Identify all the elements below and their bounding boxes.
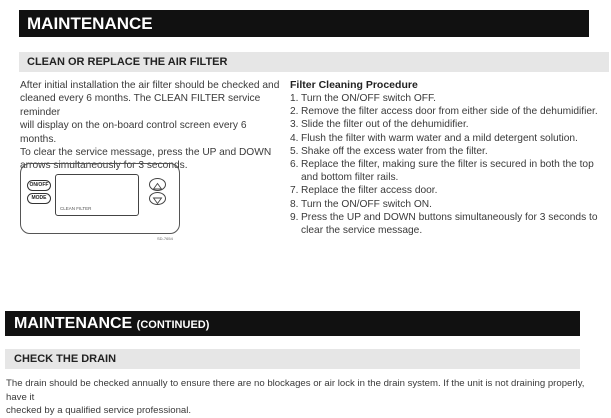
step-text: Slide the filter out of the dehumidifier.	[301, 119, 469, 131]
step-number: 8.	[290, 198, 299, 210]
step-number: 3.	[290, 119, 299, 131]
up-arrow-icon	[149, 178, 166, 191]
intro-line: After initial installation the air filter should be checked and	[20, 80, 280, 91]
intro-line: cleaned every 6 months. The CLEAN FILTER service reminder	[20, 93, 261, 118]
down-arrow-icon	[149, 192, 166, 205]
step-text: Replace the filter, making sure the filter is secured in both the top and bottom filter rails.	[301, 159, 594, 184]
list-item	[290, 145, 600, 158]
procedure-heading: Filter Cleaning Procedure	[290, 79, 418, 91]
list-item	[290, 198, 600, 211]
step-number: 5.	[290, 145, 299, 157]
list-item	[290, 118, 600, 131]
procedure-steps	[290, 92, 600, 237]
list-item	[290, 132, 600, 145]
step-text: Press the UP and DOWN buttons simultaneously for 3 seconds to clear the service message.	[301, 211, 598, 237]
step-number: 7.	[290, 185, 299, 197]
figure-id: SD-7654	[157, 236, 173, 241]
subheading-check-drain: CHECK THE DRAIN	[5, 349, 580, 369]
step-text: Replace the filter access door.	[301, 185, 438, 197]
onoff-button: ON/OFF	[27, 180, 51, 191]
intro-line: arrows simultaneously for 3 seconds.	[20, 160, 188, 172]
drain-line: The drain should be checked annually to ensure there are no blockages or air lock in the drain system. If the unit is not draining properly, have it	[6, 378, 585, 403]
mode-button: MODE	[27, 193, 51, 204]
step-text: Flush the filter with warm water and a mild detergent solution.	[301, 132, 578, 144]
screen-message: CLEAN FILTER	[60, 206, 92, 211]
step-number: 6.	[290, 159, 299, 171]
intro-line: To clear the service message, press the UP and DOWN	[20, 147, 272, 159]
intro-paragraph	[20, 79, 282, 173]
step-text: Remove the filter access door from either side of the dehumidifier.	[301, 106, 598, 118]
section-title: MAINTENANCE	[19, 10, 589, 37]
section-title-text: MAINTENANCE	[14, 315, 133, 332]
step-text: Turn the ON/OFF switch OFF.	[301, 93, 436, 104]
intro-line: will display on the on-board control screen every 6 months.	[20, 120, 247, 145]
list-item	[290, 105, 600, 118]
list-item	[290, 211, 600, 237]
subheading-clean-filter: CLEAN OR REPLACE THE AIR FILTER	[19, 52, 609, 72]
step-number: 1.	[290, 93, 299, 104]
list-item	[290, 92, 600, 105]
continued-label: (CONTINUED)	[136, 319, 210, 331]
step-number: 2.	[290, 106, 299, 118]
drain-line: checked by a qualified service professional.	[6, 405, 192, 416]
step-number: 4.	[290, 132, 299, 144]
section-title-continued	[5, 311, 580, 336]
list-item	[290, 158, 600, 184]
step-text: Shake off the excess water from the filter.	[301, 145, 488, 157]
drain-paragraph	[6, 377, 606, 418]
list-item	[290, 184, 600, 197]
step-text: Turn the ON/OFF switch ON.	[301, 198, 432, 210]
step-number: 9.	[290, 211, 299, 223]
